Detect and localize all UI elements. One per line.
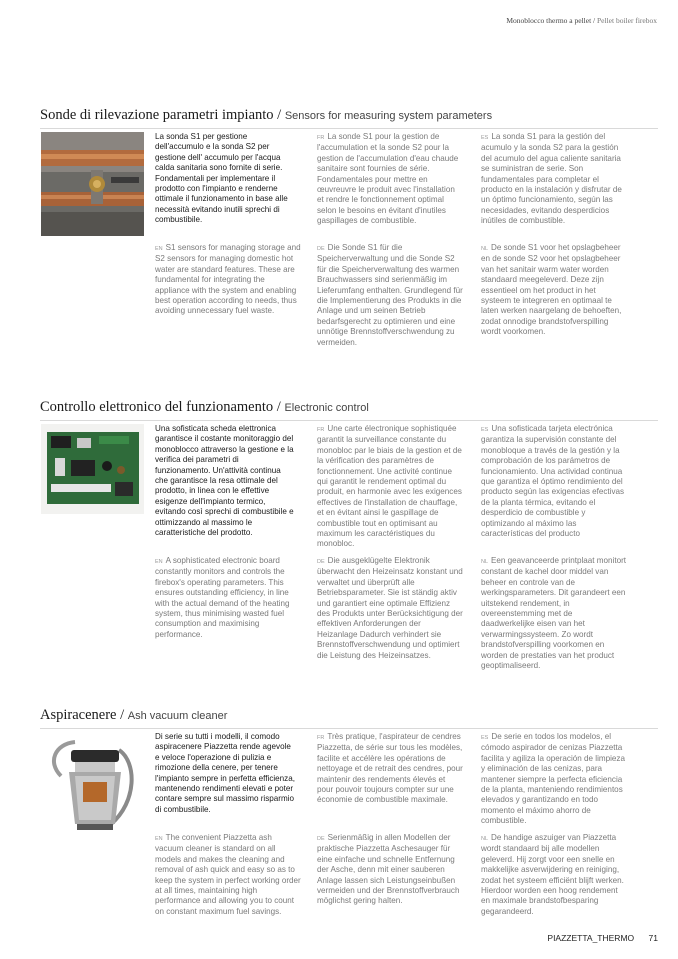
text-fr [317,132,463,227]
lang-code-de: DE [317,559,325,565]
text-fr-body: Une carte électronique sophistiquée garantit la surveillance constante du monobloc par le biais de la gestion et de la vérification des paramètres de fonctionnement. Une activité continue qui garantit le rendement optimal du produit, en harmonie avec les exigences effectives de l'installation de chauffage, et en évitant ainsi le gaspillage de combustible tout en optimisant au maximum les caractéristiques du monobloc. [317,424,462,549]
section-title-it: Aspiracenere [40,707,117,723]
text-en-body: S1 sensors for managing storage and S2 sensors for managing domestic hot water are standard features. These are fundamental for integrating the appliance with the system and enabling best operation according to needs, thus avoiding unnecessary fuel waste. [155,243,301,316]
text-nl [481,833,627,917]
text-it: La sonda S1 per gestione dell'accumulo e la sonda S2 per gestione dell' accumulo per l'acqua calda sanitaria sono fornite di serie. Fondamentali per implementare il prodotto con l'impianto e renderne ottimale il funzionamento in base alle necessità evitando inutili sprechi di combustibile. [155,132,288,225]
lang-code-fr: FR [317,427,325,433]
text-es-body: De serie en todos los modelos, el cómodo aspirador de cenizas Piazzetta facilita y agiliza la operación de limpieza y eliminación de las cenizas, para mantener siempre la perfecta eficiencia de la planta, manteniendo rendimientos elevados y garantizando en todo momento el máximo ahorro de combustible. [481,732,625,826]
text-fr [317,732,463,806]
text-de [317,556,463,661]
section-title-en: Sensors for measuring system parameters [284,110,493,122]
text-fr [317,424,463,550]
text-de-body: Die Sonde S1 für die Speicherverwaltung und die Sonde S2 für die Speicherverwaltung des warmen Brauchwassers sind serienmäßig im Lieferumfang enthalten. Grundlegend für die Implementierung des Produkts in die Anlage und um seinen Betrieb bedarfsgerecht zu optimieren und eine unnötige Brennstoffverschwendung zu vermeiden. [317,243,463,347]
text-es [481,132,627,227]
text-es-body: La sonda S1 para la gestión del acumulo y la sonda S2 para la gestión del acumulo del agua caliente sanitaria se suministran de serie. Son fundamentales para completar el producto en la instalación y disfrutar de un óptimo funcionamiento, según las necesidades, evitando desperdicios inútiles de combustible. [481,132,622,226]
text-en [155,243,301,317]
circuit-board-photo [41,424,144,514]
text-de [317,243,463,348]
section-title-en: Electronic control [284,402,369,414]
text-es [481,424,627,539]
text-de-body: Die ausgeklügelte Elektronik überwacht den Heizeinsatz konstant und verwaltet und überprüft alle Betriebsparameter. Sie ist ständig aktiv und garantiert eine optimale Effizienz des Produkts unter Berücksichtigung der effektiven Anforderungen der Heizanlage Dadurch verhindert sie Brennstoffverschwendung und optimiert die Leistung des Heizeinsatzes. [317,556,463,660]
footer-brand: PIAZZETTA_THERMO [547,933,635,943]
text-en-body: A sophisticated electronic board constantly monitors and controls the firebox's operating parameters. This ensures outstanding efficiency, in line with the actual demand of the heating system, thus minimising wasted fuel consumption and maximising performance. [155,556,290,639]
sensor-photo [41,132,144,236]
lang-code-nl: NL [481,836,489,842]
section-divider [40,728,658,729]
section-title: Sonde di rilevazione parametri impianto / Sensors for measuring system parameters [40,107,493,123]
section-divider [40,128,658,129]
text-nl [481,556,627,671]
lang-code-es: ES [481,135,489,141]
lang-code-en: EN [155,559,163,565]
lang-code-nl: NL [481,246,489,252]
text-fr-body: Très pratique, l'aspirateur de cendres Piazzetta, de série sur tous les modèles, facilite et accélère les opérations de nettoyage et de retrait des cendres, pour maintenir des rendements élevés et pour pouvoir toujours compter sur une économie de combustible maximale. [317,732,463,805]
header-subtitle: Pellet boiler firebox [597,16,657,25]
page-header: Monoblocco thermo a pellet / Pellet boiler firebox [506,16,657,25]
text-nl-body: De handige aszuiger van Piazzetta wordt standaard bij alle modellen geleverd. Hij zorgt voor een snelle en makkelijke asverwijdering en reiniging, zodat het systeem efficiënt blijft werken. Hierdoor worden een hoog rendement en maximale brandstofbesparing gegarandeerd. [481,833,624,916]
text-it: Una sofisticata scheda elettronica garantisce il costante monitoraggio del monoblocco attraverso la gestione e la verifica dei parametri di funzionamento. Un'attività continua che garantisce la resa ottimale del prodotto, in linea con le effettive esigenze dell'impianto termico, evitando così sprechi di combustibile e ottimizzando al massimo le caratteristiche del prodotto. [155,424,294,538]
section-sensors [40,107,658,367]
section-divider [40,420,658,421]
section-title: Controllo elettronico del funzionamento / Electronic control [40,399,369,415]
lang-code-fr: FR [317,135,325,141]
header-title: Monoblocco thermo a pellet [506,16,592,25]
text-de [317,833,463,907]
ash-vacuum-photo [41,732,144,837]
lang-code-de: DE [317,836,325,842]
page-number: 71 [648,933,658,943]
lang-code-nl: NL [481,559,489,565]
section-title-it: Controllo elettronico del funzionamento [40,399,274,415]
text-es [481,732,627,827]
text-nl-body: Een geavanceerde printplaat monitort constant de kachel door middel van beheer en controle van de werkingsparameters. Dit garandeert een uitstekend rendement, in overeenstemming met de daadwerkelijke eisen van het verwarmingssysteem. Zo wordt brandstofverspilling voorkomen en worden de prestaties van het product geoptimaliseerd. [481,556,627,671]
section-electronic-control [40,399,658,679]
section-title-en: Ash vacuum cleaner [127,710,228,722]
section-ash-vacuum [40,707,658,917]
text-fr-body: La sonde S1 pour la gestion de l'accumulation et la sonde S2 pour la gestion de l'accumulation d'eau chaude sanitaire sont fournies de série. Fondamentales pour mettre en œuvreuvre le produit avec l'installation et rendre le fonctionnement optimal selon le besoins en évitant d'inutiles gaspillages de combustible. [317,132,459,226]
text-en [155,556,301,640]
text-en [155,833,301,917]
text-en-body: The convenient Piazzetta ash vacuum cleaner is standard on all models and makes the cleaning and removal of ash quick and easy so as to keep the system in perfect working order at all times, maintaining high performance and allowing you to count on constant maximum fuel savings. [155,833,301,916]
lang-code-fr: FR [317,735,325,741]
text-it: Di serie su tutti i modelli, il comodo aspiracenere Piazzetta rende agevole e veloce l'operazione di pulizia e rimozione della cenere, per tenere l'impianto sempre in perfetta efficienza, mantenendo rendimenti elevati e poter contare sempre sul massimo risparmio di combustibile. [155,732,295,814]
text-es-body: Una sofisticada tarjeta electrónica garantiza la supervisión constante del monobloque a través de la gestión y la comprobación de los parámetros de funcionamiento. Una actividad continua que garantiza el óptimo rendimiento del producto según las exigencias efectivas de la planta térmica, evitando el desperdicio de combustible y optimizando al máximo las características del producto [481,424,625,539]
lang-code-es: ES [481,427,489,433]
lang-code-de: DE [317,246,325,252]
section-title: Aspiracenere / Ash vacuum cleaner [40,707,228,723]
text-de-body: Serienmäßig in allen Modellen der praktische Piazzetta Aschesauger für eine einfache und schnelle Entfernung der Asche, denn mit einer sauberen Anlage lassen sich Leistungseinbußen vermeiden und der Brennstoffverbrauch möglichst gering halten. [317,833,460,906]
text-nl [481,243,627,338]
lang-code-en: EN [155,836,163,842]
text-nl-body: De sonde S1 voor het opslagbeheer en de sonde S2 voor het opslagbeheer van het sanitair warm water worden standaard meegeleverd. Deze zijn essentieel om het product in het systeem te integreren en optimaal te laten werken naargelang de behoeften, zodat onnodige brandstofverspilling wordt voorkomen. [481,243,622,337]
lang-code-en: EN [155,246,163,252]
section-title-it: Sonde di rilevazione parametri impianto [40,107,274,123]
page-footer [547,933,658,943]
lang-code-es: ES [481,735,489,741]
